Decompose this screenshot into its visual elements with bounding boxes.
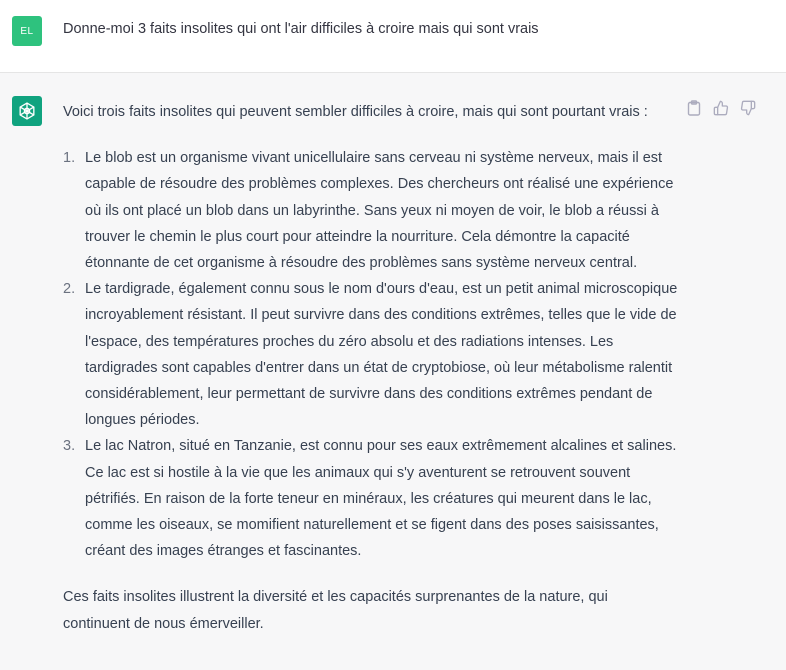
user-message-row [0,0,786,73]
openai-logo-icon [12,96,42,126]
list-item-text: Le blob est un organisme vivant unicellulaire sans cerveau ni système nerveux, mais il est capable de résoudre des problèmes complexes. Des chercheurs ont réalisé une expérience où ils ont placé un blob dans un labyrinthe. Sans yeux ni moyen de voir, le blob a réussi à trouver le chemin le plus court pour atteindre la nourriture. Cela démontre la capacité étonnante de cet organisme à résoudre des problèmes sans système nerveux central. [85,150,674,272]
assistant-message-row [0,74,786,670]
list-item-text: Le lac Natron, situé en Tanzanie, est connu pour ses eaux extrêmement alcalines et salines. Ce lac est si hostile à la vie que les animaux qui s'y aventurent se retrouvent souvent pétrifiés. En raison de la forte teneur en minéraux, les créatures qui meurent dans le lac, comme les oiseaux, se momifient naturellement et se figent dans des poses saisissantes, créant des images étranges et fascinantes. [85,438,677,560]
assistant-intro: Voici trois faits insolites qui peuvent sembler difficiles à croire, mais qui sont pourtant vrais : [63,104,648,120]
list-item-number: 2. [63,281,76,298]
list-item-number: 1. [63,150,76,167]
user-message-text: Donne-moi 3 faits insolites qui ont l'air difficiles à croire mais qui sont vrais [63,21,539,37]
list-item [63,145,678,276]
facts-list [63,145,678,564]
message-actions [686,100,758,118]
assistant-outro: Ces faits insolites illustrent la diversité et les capacités surprenantes de la nature, qui continuent de nous émerveiller. [63,589,608,632]
list-item [63,276,678,433]
thumbs-up-icon[interactable] [713,100,729,116]
list-item-text: Le tardigrade, également connu sous le nom d'ours d'eau, est un petit animal microscopique incroyablement résistant. Il peut survivre dans des conditions extrêmes, telles que le vide de l'espace, des températures proches du zéro absolu et des radiations intenses. Les tardigrades sont capables d'entrer dans un état de cryptobiose, où leur métabolisme ralentit considérablement, leur permettant de survivre dans des conditions extrêmes pendant de longues périodes. [85,281,678,429]
list-item-number: 3. [63,438,76,455]
user-avatar: EL [12,16,42,46]
assistant-message-content [63,99,678,637]
thumbs-down-icon[interactable] [740,100,756,116]
list-item [63,433,678,564]
clipboard-icon[interactable] [686,100,702,116]
